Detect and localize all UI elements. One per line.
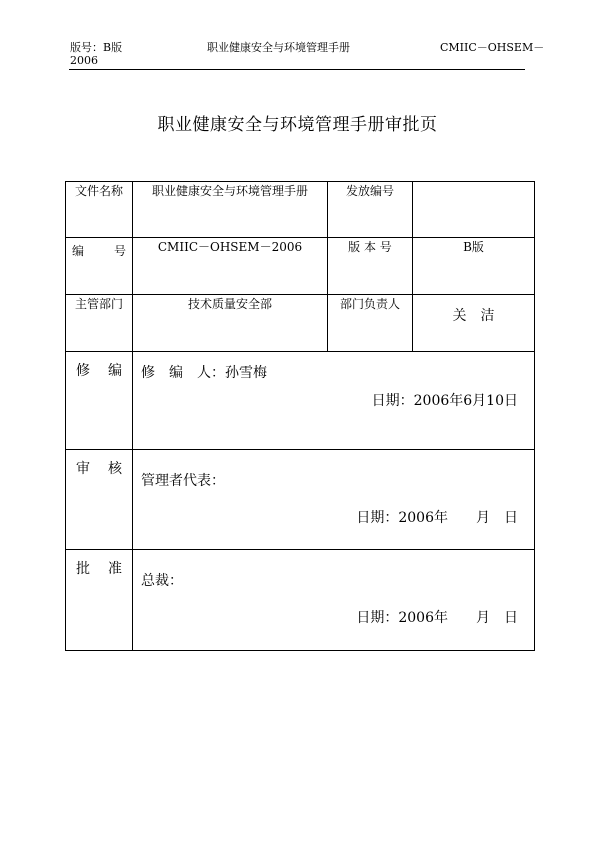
approve-person: 总裁： bbox=[141, 573, 183, 589]
compile-label-char-1: 修 bbox=[76, 363, 90, 379]
compile-date-value: 2006年6月10日 bbox=[413, 393, 518, 409]
number-label-char-2: 号 bbox=[113, 244, 126, 258]
review-date-label: 日期： bbox=[356, 510, 399, 526]
review-date-year: 2006年 bbox=[398, 510, 448, 526]
department-head-value bbox=[413, 295, 535, 352]
distribution-number-value bbox=[413, 182, 535, 238]
row-department bbox=[66, 295, 535, 352]
review-person: 管理者代表： bbox=[141, 473, 225, 489]
approve-label-char-2: 准 bbox=[108, 561, 122, 577]
number-value: CMIIC－OHSEM－2006 bbox=[133, 238, 328, 295]
compile-label-char-2: 编 bbox=[108, 363, 122, 379]
header-title: 职业健康安全与环境管理手册 bbox=[207, 41, 350, 54]
compile-content bbox=[133, 352, 535, 450]
compile-person bbox=[141, 362, 267, 382]
file-name-value: 职业健康安全与环境管理手册 bbox=[133, 182, 328, 238]
compile-person-label: 修 编 人： bbox=[141, 365, 225, 381]
number-label-char-1: 编 bbox=[72, 244, 85, 258]
row-file-name bbox=[66, 182, 535, 238]
section-review bbox=[66, 450, 535, 550]
compile-date bbox=[372, 390, 518, 410]
section-compile bbox=[66, 352, 535, 450]
page-title: 职业健康安全与环境管理手册审批页 bbox=[157, 115, 438, 135]
approve-content bbox=[133, 550, 535, 651]
review-date-day: 日 bbox=[504, 510, 518, 526]
compile-label bbox=[66, 352, 133, 450]
review-label-char-2: 核 bbox=[108, 461, 122, 477]
approval-table bbox=[65, 181, 535, 651]
review-label bbox=[66, 450, 133, 550]
distribution-number-label: 发放编号 bbox=[328, 182, 413, 238]
version-value: B版 bbox=[413, 238, 535, 295]
department-value: 技术质量安全部 bbox=[133, 295, 328, 352]
approve-date-month: 月 bbox=[476, 610, 490, 626]
row-number bbox=[66, 238, 535, 295]
compile-person-value: 孙雪梅 bbox=[225, 365, 267, 381]
header-code: CMIIC－OHSEM－ bbox=[440, 41, 545, 54]
department-head-char-1: 关 bbox=[452, 308, 467, 324]
department-label: 主管部门 bbox=[66, 295, 133, 352]
approve-label-char-1: 批 bbox=[76, 561, 90, 577]
approve-date-year: 2006年 bbox=[398, 610, 448, 626]
approve-date-label: 日期： bbox=[356, 610, 399, 626]
compile-date-label: 日期： bbox=[371, 393, 414, 409]
review-date-month: 月 bbox=[476, 510, 490, 526]
number-label bbox=[66, 238, 133, 295]
version-label: 版 本 号 bbox=[328, 238, 413, 295]
approve-date-day: 日 bbox=[504, 610, 518, 626]
approve-date bbox=[356, 607, 518, 627]
header-rule bbox=[69, 69, 525, 70]
review-content bbox=[133, 450, 535, 550]
department-head-char-2: 洁 bbox=[480, 308, 495, 324]
department-head-label: 部门负责人 bbox=[328, 295, 413, 352]
approve-label bbox=[66, 550, 133, 651]
file-name-label: 文件名称 bbox=[66, 182, 133, 238]
section-approve bbox=[66, 550, 535, 651]
review-label-char-1: 审 bbox=[76, 461, 90, 477]
header-version: 版号：B版 2006 bbox=[70, 41, 123, 67]
review-date bbox=[356, 507, 518, 527]
